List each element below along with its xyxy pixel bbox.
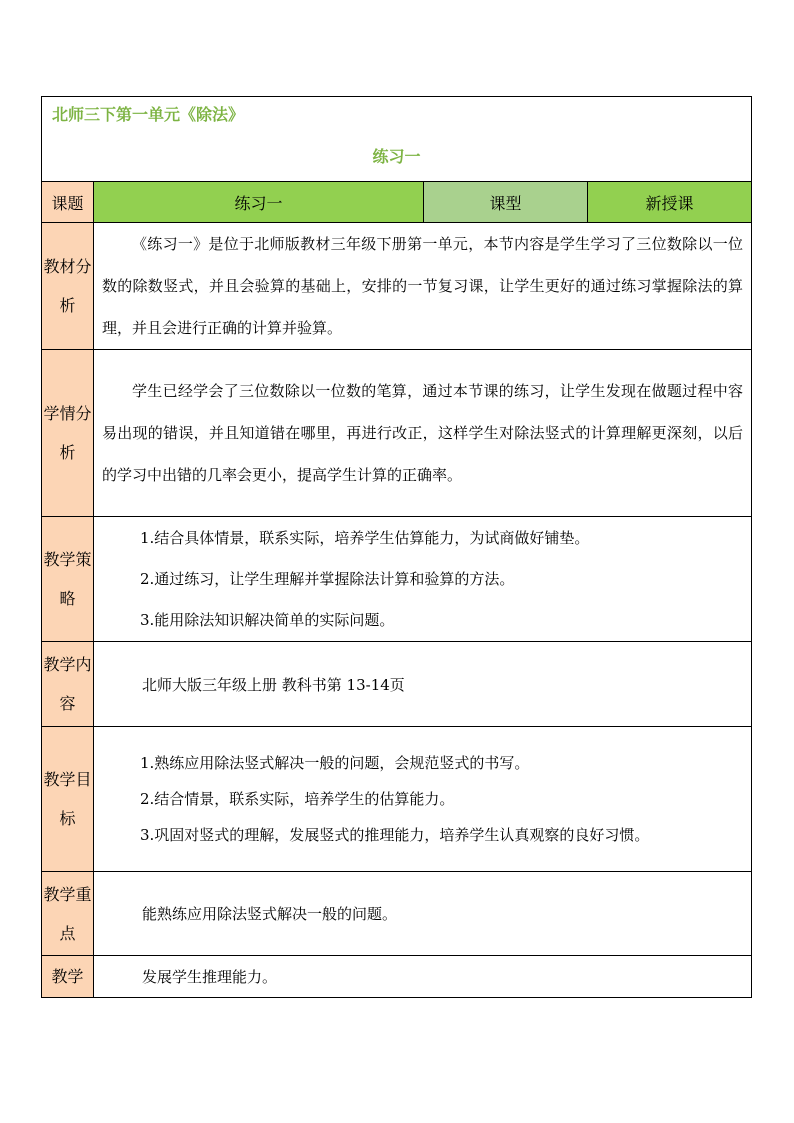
type-value: 新授课 xyxy=(588,182,752,223)
strategy-cell xyxy=(94,517,752,642)
key-points-label: 教学重点 xyxy=(42,872,94,956)
topic-label: 课题 xyxy=(42,182,94,223)
student-analysis-text: 学生已经学会了三位数除以一位数的笔算，通过本节课的练习，让学生发现在做题过程中容易出现的错误，并且知道错在哪里，再进行改正，这样学生对除法竖式的计算理解更深刻，以后的学习中出错的几率会更小，提高学生计算的正确率。 xyxy=(102,382,744,484)
goal-item: 3.巩固对竖式的理解，发展竖式的推理能力，培养学生认真观察的良好习惯。 xyxy=(140,826,650,844)
material-analysis-cell xyxy=(94,223,752,350)
goals-row xyxy=(42,727,752,872)
material-analysis-label: 教材分析 xyxy=(42,223,94,350)
strategy-item: 2.通过练习，让学生理解并掌握除法计算和验算的方法。 xyxy=(140,569,515,588)
key-points-row xyxy=(42,872,752,956)
lesson-plan-sheet xyxy=(41,96,751,998)
goal-item: 1.熟练应用除法竖式解决一般的问题，会规范竖式的书写。 xyxy=(140,754,530,772)
content-text: 北师大版三年级上册 教科书第 13-14页 xyxy=(94,642,752,727)
lesson-plan-table xyxy=(41,96,752,998)
goals-cell xyxy=(94,727,752,872)
unit-title: 北师三下第一单元《除法》 xyxy=(42,97,752,130)
goals-label: 教学目标 xyxy=(42,727,94,872)
goal-item: 2.结合情景，联系实际，培养学生的估算能力。 xyxy=(140,790,455,808)
content-row xyxy=(42,642,752,727)
student-analysis-row xyxy=(42,350,752,517)
content-label: 教学内容 xyxy=(42,642,94,727)
student-analysis-cell xyxy=(94,350,752,517)
type-label: 课型 xyxy=(424,182,588,223)
strategy-row xyxy=(42,517,752,642)
strategy-item: 1.结合具体情景，联系实际，培养学生估算能力，为试商做好铺垫。 xyxy=(140,528,590,547)
difficulty-row xyxy=(42,956,752,998)
student-analysis-label: 学情分析 xyxy=(42,350,94,517)
material-analysis-row xyxy=(42,223,752,350)
topic-value: 练习一 xyxy=(94,182,424,223)
key-points-text: 能熟练应用除法竖式解决一般的问题。 xyxy=(94,872,752,956)
strategy-label: 教学策略 xyxy=(42,517,94,642)
difficulty-label: 教学 xyxy=(42,956,94,998)
strategy-item: 3.能用除法知识解决简单的实际问题。 xyxy=(140,610,395,629)
header-row xyxy=(42,182,752,223)
lesson-title: 练习一 xyxy=(42,129,752,182)
material-analysis-text: 《练习一》是位于北师版教材三年级下册第一单元，本节内容是学生学习了三位数除以一位数的除数竖式，并且会验算的基础上，安排的一节复习课，让学生更好的通过练习掌握除法的算理，并且会进行正确的计算并验算。 xyxy=(102,235,744,337)
difficulty-text: 发展学生推理能力。 xyxy=(94,956,752,998)
